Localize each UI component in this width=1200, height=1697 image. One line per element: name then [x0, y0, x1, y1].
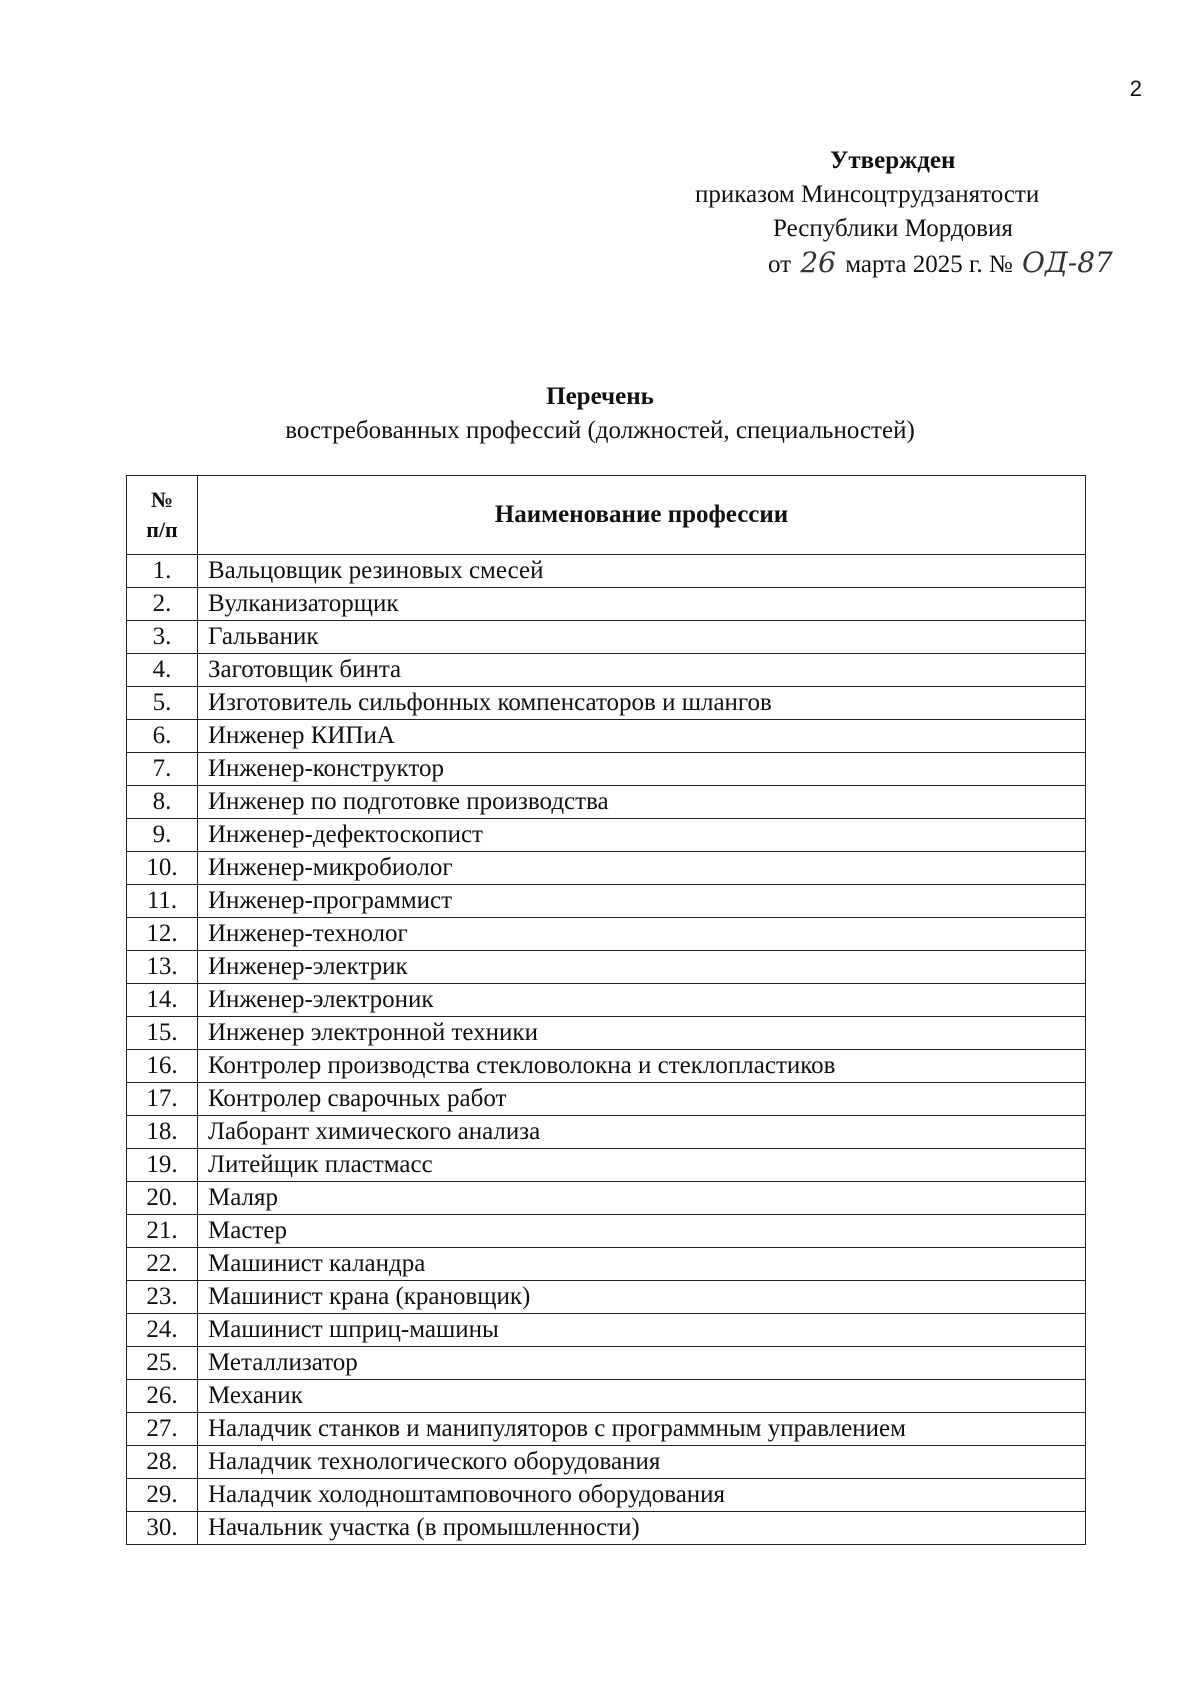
column-header-number — [127, 476, 198, 555]
row-number: 8. — [127, 786, 198, 819]
table-row — [127, 984, 1086, 1017]
row-number: 15. — [127, 1017, 198, 1050]
table-row — [127, 1083, 1086, 1116]
row-number: 30. — [127, 1512, 198, 1545]
table-body — [127, 555, 1086, 1545]
row-number: 22. — [127, 1248, 198, 1281]
document-title: Перечень — [546, 383, 654, 410]
profession-name: Изготовитель сильфонных компенсаторов и шлангов — [198, 687, 1086, 720]
profession-name: Инженер-программист — [198, 885, 1086, 918]
table-row — [127, 1248, 1086, 1281]
profession-name: Вальцовщик резиновых смесей — [198, 555, 1086, 588]
table-row — [127, 951, 1086, 984]
profession-name: Машинист крана (крановщик) — [198, 1281, 1086, 1314]
row-number: 29. — [127, 1479, 198, 1512]
row-number: 24. — [127, 1314, 198, 1347]
profession-name: Гальваник — [198, 621, 1086, 654]
table-row — [127, 555, 1086, 588]
row-number: 9. — [127, 819, 198, 852]
row-number: 16. — [127, 1050, 198, 1083]
approval-order-line: приказом Минсоцтрудзанятости — [695, 181, 1040, 208]
row-number: 18. — [127, 1116, 198, 1149]
professions-table — [126, 475, 1086, 1545]
row-number: 20. — [127, 1182, 198, 1215]
document-title-block — [0, 380, 1200, 448]
profession-name: Машинист каландра — [198, 1248, 1086, 1281]
profession-name: Контролер производства стекловолокна и стеклопластиков — [198, 1050, 1086, 1083]
column-header-number-symbol: № — [150, 487, 174, 512]
row-number: 5. — [127, 687, 198, 720]
profession-name: Инженер-конструктор — [198, 753, 1086, 786]
row-number: 10. — [127, 852, 198, 885]
table-row — [127, 852, 1086, 885]
row-number: 23. — [127, 1281, 198, 1314]
profession-name: Машинист шприц-машины — [198, 1314, 1086, 1347]
table-row — [127, 1347, 1086, 1380]
row-number: 11. — [127, 885, 198, 918]
profession-name: Инженер-электрик — [198, 951, 1086, 984]
approval-title: Утвержден — [830, 147, 956, 174]
profession-name: Наладчик холодноштамповочного оборудования — [198, 1479, 1086, 1512]
table-row — [127, 1050, 1086, 1083]
document-subtitle: востребованных профессий (должностей, специальностей) — [285, 417, 915, 444]
profession-name: Заготовщик бинта — [198, 654, 1086, 687]
table-row — [127, 885, 1086, 918]
table-row — [127, 687, 1086, 720]
profession-name: Литейщик пластмасс — [198, 1149, 1086, 1182]
profession-name: Маляр — [198, 1182, 1086, 1215]
table-row — [127, 621, 1086, 654]
row-number: 14. — [127, 984, 198, 1017]
profession-name: Начальник участка (в промышленности) — [198, 1512, 1086, 1545]
profession-name: Инженер КИПиА — [198, 720, 1086, 753]
approval-date-middle: марта 2025 г. № — [845, 251, 1013, 278]
table-row — [127, 753, 1086, 786]
approval-stamp-block — [630, 144, 1130, 282]
profession-name: Контролер сварочных работ — [198, 1083, 1086, 1116]
profession-name: Наладчик станков и манипуляторов с программным управлением — [198, 1413, 1086, 1446]
row-number: 27. — [127, 1413, 198, 1446]
row-number: 19. — [127, 1149, 198, 1182]
profession-name: Наладчик технологического оборудования — [198, 1446, 1086, 1479]
profession-name: Инженер-электроник — [198, 984, 1086, 1017]
table-row — [127, 786, 1086, 819]
table-row — [127, 1314, 1086, 1347]
profession-name: Инженер-технолог — [198, 918, 1086, 951]
table-row — [127, 918, 1086, 951]
table-row — [127, 1413, 1086, 1446]
table-row — [127, 819, 1086, 852]
table-row — [127, 1017, 1086, 1050]
row-number: 4. — [127, 654, 198, 687]
table-row — [127, 1380, 1086, 1413]
column-header-name: Наименование профессии — [198, 476, 1086, 555]
row-number: 6. — [127, 720, 198, 753]
handwritten-order-number: ОД-87 — [1022, 246, 1113, 279]
approval-date-line — [630, 246, 1130, 282]
table-row — [127, 1149, 1086, 1182]
profession-name: Инженер-дефектоскопист — [198, 819, 1086, 852]
column-header-number-abbr: п/п — [146, 517, 178, 542]
row-number: 28. — [127, 1446, 198, 1479]
table-row — [127, 1116, 1086, 1149]
profession-name: Механик — [198, 1380, 1086, 1413]
row-number: 1. — [127, 555, 198, 588]
table-row — [127, 1446, 1086, 1479]
row-number: 17. — [127, 1083, 198, 1116]
table-row — [127, 654, 1086, 687]
profession-name: Инженер по подготовке производства — [198, 786, 1086, 819]
approval-region-line: Республики Мордовия — [773, 215, 1013, 242]
handwritten-day: 26 — [800, 246, 836, 279]
profession-name: Мастер — [198, 1215, 1086, 1248]
row-number: 12. — [127, 918, 198, 951]
profession-name: Вулканизаторщик — [198, 588, 1086, 621]
row-number: 26. — [127, 1380, 198, 1413]
table-row — [127, 720, 1086, 753]
row-number: 7. — [127, 753, 198, 786]
profession-name: Инженер-микробиолог — [198, 852, 1086, 885]
table-row — [127, 1215, 1086, 1248]
row-number: 2. — [127, 588, 198, 621]
row-number: 3. — [127, 621, 198, 654]
profession-name: Инженер электронной техники — [198, 1017, 1086, 1050]
table-row — [127, 1182, 1086, 1215]
page-number: 2 — [1129, 76, 1142, 101]
row-number: 25. — [127, 1347, 198, 1380]
table-row — [127, 1281, 1086, 1314]
row-number: 13. — [127, 951, 198, 984]
profession-name: Лаборант химического анализа — [198, 1116, 1086, 1149]
approval-date-prefix: от — [768, 251, 792, 278]
table-row — [127, 1512, 1086, 1545]
table-row — [127, 588, 1086, 621]
profession-name: Металлизатор — [198, 1347, 1086, 1380]
row-number: 21. — [127, 1215, 198, 1248]
table-header-row — [127, 476, 1086, 555]
table-row — [127, 1479, 1086, 1512]
